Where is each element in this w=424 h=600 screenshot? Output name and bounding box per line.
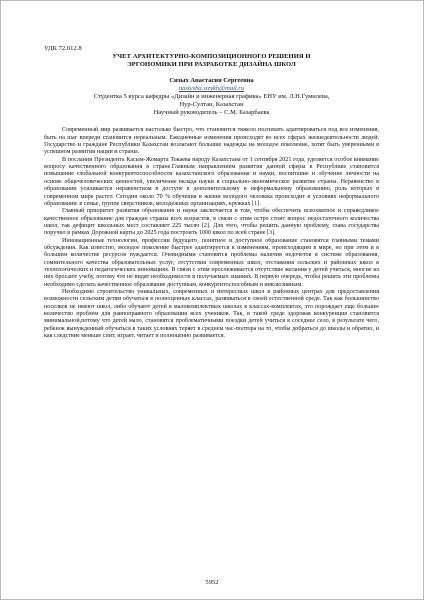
author-affiliation: Студентка 5 курса кафедры «Дизайн и инженерная графика» ЕНУ им. Л.Н.Гумилева, — [93, 93, 330, 101]
title-line-2: ЭРГОНОМИКИ ПРИ РАЗРАБОТКЕ ДИЗАЙНА ШКОЛ — [127, 61, 296, 69]
spacer — [44, 117, 379, 127]
paragraph-1: Современный мир развивается настолько быстро, что становится тяжело поспевать адаптироваться под все изменения, быть на шаг впереди становится нереальным. Ежедневные изменения происходят во всех сферах жизнедеятельности людей. Государство и граждане Республики Казахстан возлагают большие надежды на молодое поколение, хотят быть уверенными в успешном развитии нации и страны. — [44, 127, 379, 156]
title-line-1: УЧЕТ АРХИТЕКТУРНО-КОМПОЗИЦИОННОГО РЕШЕНИЯ И — [112, 53, 311, 60]
supervisor: Научный руководитель – С.М. Базарбаева — [153, 109, 270, 117]
article-body — [44, 45, 379, 340]
author-email-link[interactable]: nastysha.sizykh@mail.ru — [178, 85, 245, 93]
paragraph-2: В послании Президента Касым-Жомарта Токаева народу Казахстана от 1 сентября 2021 года, уделяется особое внимание вопросу качественного образования в стране.Главным направлением развития данной сферы в Республике становится повышение глобальной конкурентоспособности казахстанского образования и науки, воспитание и обучение личности на основе общечеловеческих ценностей, увеличение вклада науки в социально-экономическое развитие страны. Неравенство в образовании усиливается неравенством в доступе к дополнительному и неформальному образованию, роль которых в современном мире растет. Сегодня около 70 % обучения в жизни молодого человека происходит в условиях неформального образования: в семье, группе сверстников, молодежных организациях, кружках [1]. — [44, 156, 379, 207]
paragraph-3: Главный приоритет развития образования и науки заключается в том, чтобы обеспечить всеохватное и справедливое качественное образование для граждан страны всех возрастов, в связи с этим остро стоит вопрос недостаточного количества школ, так дефицит школьных мест составляет 225 тысяч [2]. Для того, чтобы решить данную проблему, глава государства поручил в рамках Дорожной карты до 2025 года построить 1000 школ по всей стране [3]. — [44, 208, 379, 237]
paragraph-5: Необходимо строительство уникальных, современных и интересных школ в районных центрах для предоставления возможности сельским детям обучаться в полноценных классах, развиваться в своей естественной среде. Так как большинство поселков не имеют школ, либо обучают детей в малокомплектных школах в классах-комплектах, это порождает еще большее количество проблем для равноправного образования всех учеников. Так, в такой среде здоровая конкуренция становится минимальной,потому что детей мало, становятся проблематичными поездки детей учиться в соседнее село, в результате чего, ребенок вынужденный обучаться в таких условиях теряет в среднем час-полтора на то, чтобы добраться до школы и обратно, и как следствие меньше спит, играет, читает и полноценно развивается. — [44, 288, 379, 340]
udk-code: УДК 72.012.8 — [44, 45, 82, 52]
author-block — [44, 77, 379, 117]
paragraph-4: Инновационные технологии, профессии будущего, понятное и доступное образование становятся главными темами обсуждения. Как известно, молодое поколение быстрее адаптируется к изменениям, происходящим в мире, но при этом и в большем количестве ресурсов нуждается. Очевидными становятся проблемы наличия недочетов в системе образования, сомнительного качества образовательных услуг, отсутствия современных школ, отставания сельских и районных школ в технологических и педагогических инновациях. В связи с этим прослеживается отсутствие желания у детей учиться, многие из них бросают учебу, потому что не видят необходимости в получаемых знаниях. В первую очередь, чтобы решить эти проблемы необходимо сделать качественное образование доступным, конкурентоспособным и инклюзивным. — [44, 237, 379, 288]
author-name: Сизых Анастасия Сергеевна — [169, 77, 254, 85]
author-city: Нур-Султан, Казахстан — [179, 101, 244, 109]
article-title — [44, 53, 379, 69]
page-number: 5952 — [205, 579, 219, 586]
